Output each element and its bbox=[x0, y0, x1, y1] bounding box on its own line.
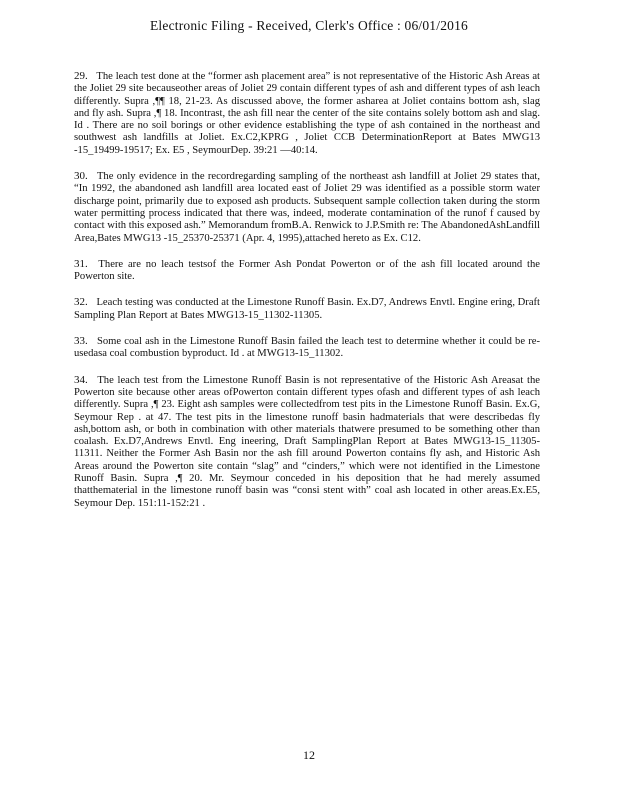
paragraph-text: The leach test from the Limestone Runoff Basin is not representative of the Historic Ash Areasat the Powerton site because other areas ofPowerton contain different types ofash and different types of ash leach differently. Supra ,¶ 23. Eight ash samples were collectedfrom test pits in the Limestone Runoff Basin. Ex.G, Seymour Rep . at 47. The test pits in the limestone runoff basin hadmaterials that were describedas fly ash,bottom ash, or both in combination with other materials thatwere presumed to be something other than coalash. Ex.D7,Andrews Envtl. Eng ineering, Draft SamplingPlan Report at Bates MWG13-15_11305-11311. Neither the Former Ash Basin nor the ash fill around Powerton contains fly ash, and Historic Ash Areas around the Powerton site contain “slag” and “cinders,” which were not identified in the Limestone Runoff Basin. Supra ,¶ 20. Mr. Seymour conceded in his deposition that he had merely assumed thatthematerial in the limestone runoff basin was “consi stent with” coal ash located in other areas.Ex.E5, Seymour Dep. 151:11-152:21 . bbox=[74, 374, 540, 509]
paragraph-31 bbox=[74, 258, 540, 284]
paragraph-text: Some coal ash in the Limestone Runoff Basin failed the leach test to determine whether it could be re-usedasa coal combustion byproduct. Id . at MWG13-15_11302. bbox=[74, 336, 540, 360]
paragraph-number: 33. bbox=[74, 335, 88, 348]
paragraph-34 bbox=[74, 374, 540, 510]
paragraph-30 bbox=[74, 170, 540, 245]
paragraph-29 bbox=[74, 70, 540, 157]
paragraph-text: The leach test done at the “former ash placement area” is not representative of the Historic Ash Areas at the Joliet 29 site becauseother areas of Joliet 29 contain different types of ash and different types of ash leach differently. Supra ,¶¶ 18, 21-23. As discussed above, the former asharea at Joliet contains bottom ash, slag and fly ash. Supra ,¶ 18. Incontrast, the ash fill near the center of the site contains solely bottom ash and slag. Id . There are no soil borings or other evidence establishing the type of ash contained in the northeast and southwest ash landfills at Joliet. Ex.C2,KPRG , Joliet CCB DeterminationReport at Bates MWG13 -15_19499-19517; Ex. E5 , SeymourDep. 39:21 —40:14. bbox=[74, 71, 540, 156]
paragraph-text: Leach testing was conducted at the Limestone Runoff Basin. Ex.D7, Andrews Envtl. Engine ering, Draft Sampling Plan Report at Bates MWG13-15_11302-11305. bbox=[74, 297, 540, 321]
paragraph-number: 29. bbox=[74, 70, 88, 82]
paragraph-number: 34. bbox=[74, 373, 88, 386]
document-body bbox=[74, 70, 540, 523]
paragraph-number: 31. bbox=[74, 257, 88, 270]
paragraph-text: The only evidence in the recordregarding sampling of the northeast ash landfill at Joliet 29 states that, “In 1992, the abandoned ash landfill area located east of Joliet 29 was identified as a possible storm water discharge point, primarily due to exposed ash products. Subsequent sample collection taken during the storm water permitting process indicated that there was, indeed, moderate contamination of the runof f caused by contact with this exposed ash.” Memorandum fromB.A. Renwick to J.P.Smith re: The AbandonedAshLandfill Area,Bates MWG13 -15_25370-25371 (Apr. 4, 1995),attached hereto as Ex. C12. bbox=[74, 171, 540, 244]
page-number: 12 bbox=[303, 748, 315, 762]
paragraph-number: 30. bbox=[74, 170, 88, 183]
filing-header: Electronic Filing - Received, Clerk's Office : 06/01/2016 bbox=[149, 18, 468, 33]
paragraph-text: There are no leach testsof the Former Ash Pondat Powerton or of the ash fill located around the Powerton site. bbox=[74, 258, 540, 283]
paragraph-32 bbox=[74, 296, 540, 322]
paragraph-number: 32. bbox=[74, 296, 88, 309]
paragraph-33 bbox=[74, 335, 540, 361]
